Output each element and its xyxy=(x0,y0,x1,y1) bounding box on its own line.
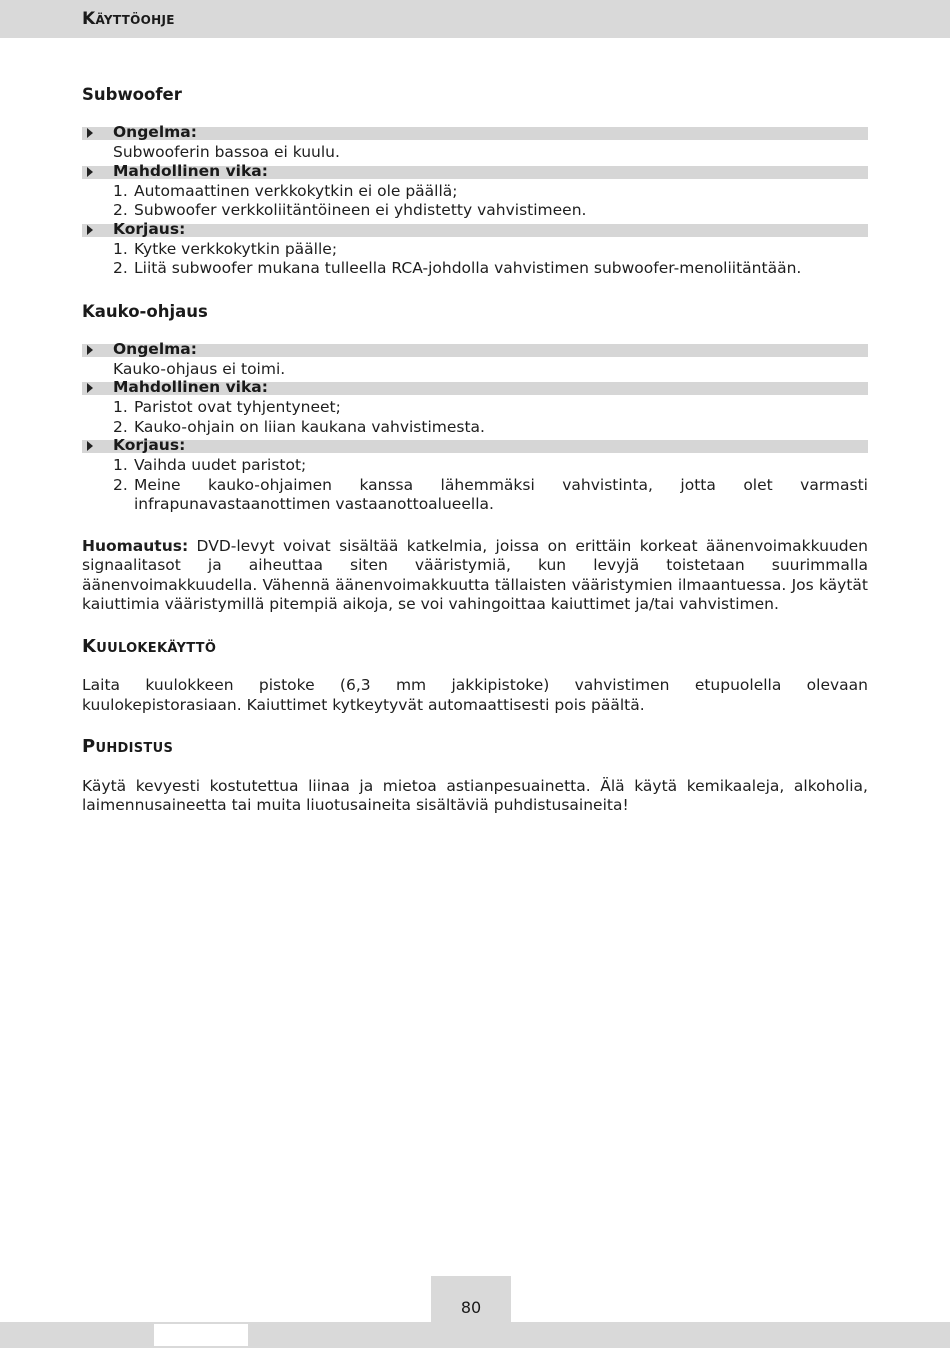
fix-text: Liitä subwoofer mukana tulleella RCA-johdolla vahvistimen subwoofer-menoliitäntään. xyxy=(134,259,802,277)
page-number-tab xyxy=(431,1276,511,1331)
cleaning-heading: Puhdistus xyxy=(82,736,174,757)
arrow-right-icon xyxy=(87,128,93,138)
main-content xyxy=(82,84,868,816)
cause-label-bar xyxy=(82,161,868,180)
fix-text: Vaihda uudet paristot; xyxy=(134,456,307,474)
cause-number: 1. xyxy=(113,181,128,200)
problem-text: Subwooferin bassoa ei kuulu. xyxy=(113,143,340,161)
problem-label-bar xyxy=(82,339,868,358)
cause-number: 1. xyxy=(113,398,128,416)
fix-number: 1. xyxy=(113,456,128,474)
cause-text: Kauko-ohjain on liian kaukana vahvistimesta. xyxy=(134,417,485,436)
problem-text: Kauko-ohjaus ei toimi. xyxy=(113,359,286,378)
fix-item xyxy=(82,259,868,279)
cause-number: 2. xyxy=(113,201,128,219)
subwoofer-heading: Subwoofer xyxy=(82,85,182,104)
fix-item xyxy=(82,240,868,260)
cause-item xyxy=(82,182,868,202)
page-number: 80 xyxy=(460,1298,482,1317)
header-bar xyxy=(0,0,950,38)
note-text: DVD-levyt voivat sisältää katkelmia, joissa on erittäin korkeat äänenvoimakkuuden signaalitasot ja aiheuttaa siten vääristymiä, kun levyjä toistetaan suurimmalla äänenvoimakkuudella. Vähennä äänenvoimakkuutta tällaisten vääristymien ilmaantuessa. Jos käytät kaiuttimia vääristymillä pitempiä aikoja, se voi vahingoittaa kaiuttimet ja/tai vahvistimen. xyxy=(82,536,868,613)
page-header-title: Käyttöohje xyxy=(82,9,175,29)
remote-heading: Kauko-ohjaus xyxy=(82,301,208,321)
cause-text: Subwoofer verkkoliitäntöineen ei yhdistetty vahvistimeen. xyxy=(134,201,587,219)
subwoofer-troubleshooting xyxy=(82,123,868,279)
headphones-paragraph: Laita kuulokkeen pistoke (6,3 mm jakkipistoke) vahvistimen etupuolella olevaan kuulokepistorasiaan. Kaiuttimet kytkeytyvät automaattisesti pois päältä. xyxy=(82,676,868,714)
remote-troubleshooting xyxy=(82,339,868,515)
problem-label: Ongelma: xyxy=(113,123,197,141)
problem-label: Ongelma: xyxy=(113,339,197,358)
footer-decoration xyxy=(154,1324,248,1346)
note-label: Huomautus: xyxy=(82,536,189,555)
cause-number: 2. xyxy=(113,417,128,436)
fix-number: 2. xyxy=(113,259,128,277)
cause-text: Automaattinen verkkokytkin ei ole päällä; xyxy=(134,181,458,200)
fix-number: 1. xyxy=(113,239,128,258)
arrow-right-icon xyxy=(87,441,93,451)
cause-label-bar xyxy=(82,378,868,396)
cause-item xyxy=(82,201,868,221)
arrow-right-icon xyxy=(87,167,93,177)
problem-label-bar xyxy=(82,123,868,141)
note-paragraph xyxy=(82,537,868,615)
cleaning-paragraph: Käytä kevyesti kostutettua liinaa ja mietoa astianpesuainetta. Älä käytä kemikaaleja, alkoholia, laimennusaineetta tai muita liuotusaineita sisältäviä puhdistusaineita! xyxy=(82,776,868,814)
fix-text: Kytke verkkokytkin päälle; xyxy=(134,239,338,258)
cause-text: Paristot ovat tyhjentyneet; xyxy=(134,398,341,416)
cause-item xyxy=(82,398,868,418)
cause-label: Mahdollinen vika: xyxy=(113,378,268,396)
headphones-heading: Kuulokekäyttö xyxy=(82,635,217,657)
fix-item xyxy=(82,456,868,476)
fix-label: Korjaus: xyxy=(113,219,186,238)
arrow-right-icon xyxy=(87,383,93,393)
arrow-right-icon xyxy=(87,225,93,235)
arrow-right-icon xyxy=(87,345,93,355)
fix-item xyxy=(82,476,868,515)
cause-label: Mahdollinen vika: xyxy=(113,161,268,180)
fix-label-bar xyxy=(82,436,868,454)
cause-item xyxy=(82,418,868,438)
fix-text: Meine kauko-ohjaimen kanssa lähemmäksi vahvistinta, jotta olet varmasti infrapunavastaanottimen vastaanottoalueella. xyxy=(134,475,868,513)
fix-label-bar xyxy=(82,219,868,238)
fix-label: Korjaus: xyxy=(113,436,186,454)
fix-number: 2. xyxy=(113,475,128,494)
